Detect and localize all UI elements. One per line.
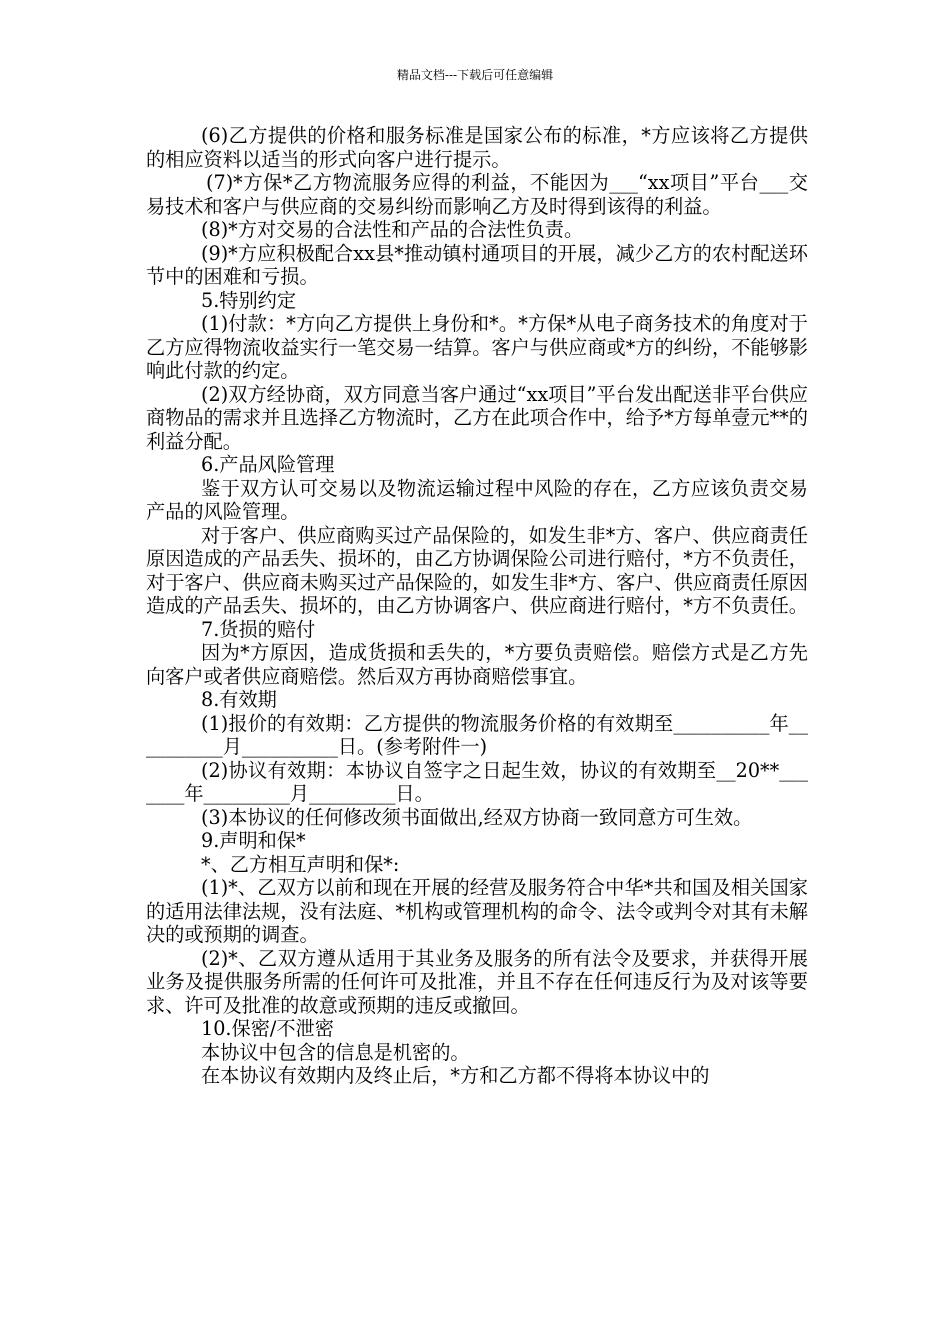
section-heading: 8.有效期 (201, 688, 277, 711)
clause-paragraph: (7)*方保*乙方物流服务应得的利益，不能因为___“xx项目”平台___交易技术和客户与供应商的交易纠纷而影响乙方及时得到该得的利益。 (146, 171, 808, 218)
clause-paragraph: (2)双方经协商，双方同意当客户通过“xx项目”平台发出配送非平台供应商物品的需求并且选择乙方物流时，乙方在此项合作中，给予*方每单壹元**的利益分配。 (146, 382, 808, 453)
clause-paragraph: 对于客户、供应商购买过产品保险的，如发生非*方、客户、供应商责任原因造成的产品丢失、损坏的，由乙方协调保险公司进行赔付，*方不负责任，对于客户、供应商未购买过产品保险的，如发生非*方、客户、供应商责任原因造成的产品丢失、损坏的，由乙方协调客户、供应商进行赔付，*方不负责任。 (146, 523, 808, 617)
clause-paragraph: 在本协议有效期内及终止后，*方和乙方都不得将本协议中的 (201, 1064, 710, 1087)
section-heading: 6.产品风险管理 (201, 453, 335, 476)
page-header: 精品文档---下载后可任意编辑 (396, 68, 554, 82)
clause-paragraph: (3)本协议的任何修改须书面做出,经双方协商一致同意方可生效。 (201, 805, 753, 829)
section-heading: 10.保密/不泄密 (201, 1017, 334, 1040)
clause-paragraph: *、乙方相互声明和保*: (201, 852, 400, 876)
clause-paragraph: (2)*、乙双方遵从适用于其业务及服务的所有法令及要求，并获得开展业务及提供服务所需的任何许可及批准，并且不存在任何违反行为及对该等要求、许可及批准的故意或预期的违反或撤回。 (146, 946, 808, 1017)
clause-paragraph: (1)报价的有效期：乙方提供的物流服务价格的有效期至__________年__________月__________日。(参考附件一) (146, 711, 808, 758)
clause-paragraph: 本协议中包含的信息是机密的。 (201, 1040, 470, 1064)
section-heading: 9.声明和保* (201, 829, 306, 852)
clause-paragraph: (8)*方对交易的合法性和产品的合法性负责。 (201, 218, 584, 241)
clause-paragraph: (1)付款：*方向乙方提供上身份和*。*方保*从电子商务技术的角度对于乙方应得物流收益实行一笔交易一结算。客户与供应商或*方的纠纷，不能够影响此付款的约定。 (146, 312, 808, 382)
clause-paragraph: 鉴于双方认可交易以及物流运输过程中风险的存在，乙方应该负责交易产品的风险管理。 (146, 476, 808, 523)
clause-paragraph: (9)*方应积极配合xx县*推动镇村通项目的开展，减少乙方的农村配送环节中的困难和亏损。 (146, 241, 808, 288)
section-heading: 7.货损的赔付 (201, 617, 316, 641)
document-body (146, 124, 808, 1088)
section-heading: 5.特别约定 (201, 288, 297, 312)
clause-paragraph: (1)*、乙双方以前和现在开展的经营及服务符合中华*共和国及相关国家的适用法律法规，没有法庭、*机构或管理机构的命令、法令或判令对其有未解决的或预期的调查。 (146, 876, 808, 946)
clause-paragraph: (2)协议有效期：本协议自签字之日起生效，协议的有效期至__20**_______年_________月_________日。 (146, 758, 808, 805)
clause-paragraph: (6)乙方提供的价格和服务标准是国家公布的标准，*方应该将乙方提供的相应资料以适当的形式向客户进行提示。 (146, 124, 808, 171)
clause-paragraph: 因为*方原因，造成货损和丢失的，*方要负责赔偿。赔偿方式是乙方先向客户或者供应商赔偿。然后双方再协商赔偿事宜。 (146, 641, 808, 688)
